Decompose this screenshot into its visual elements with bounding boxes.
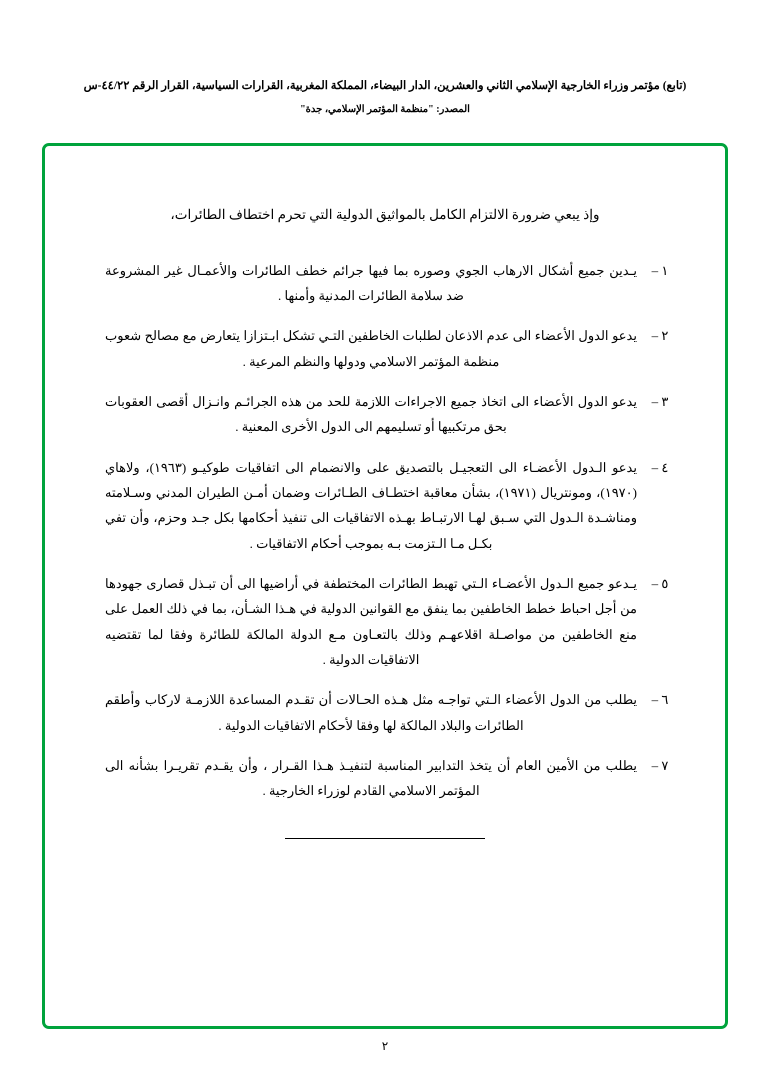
clause-number: ٧ – [651, 758, 669, 774]
clause-text: يدعو الـدول الأعضـاء الى التعجيـل بالتصديق على والانضمام الى اتفاقيات طوكيـو (١٩٦٣)، ولاهاي (١٩٧٠)، ومونتريال (١٩٧١)، بشأن معاقبة اختطـاف الطـائرات وضمان أمـن الطيران المدني وسـلامته ومناشـدة الـدول التي سـبق لهـا الارتبـاط بهـذه الاتفاقيات الى تنفيذ أحكامها بكل جـد وحزم، وأن تفي بكـل مـا الـتزمت بـه بموجب أحكام الاتفاقيات . [105, 459, 637, 551]
clause-text: يدعو الدول الأعضاء الى اتخاذ جميع الاجراءات اللازمة للحد من هذه الجرائـم وانـزال أقصى العقوبات بحق مرتكبيها أو تسليمهم الى الدول الأخرى المعنية . [105, 394, 637, 435]
clause-text: يـدين جميع أشكال الارهاب الجوي وصوره بما فيها جرائم خطف الطائرات والأعمـال غير المشروعة ضد سلامة الطائرات المدنية وأمنها . [105, 262, 637, 303]
clause-number: ١ – [651, 262, 669, 278]
page-number: ٢ [381, 1039, 389, 1053]
clause-item [87, 389, 683, 440]
clause-item [87, 753, 683, 804]
clause-text: يطلب من الدول الأعضاء الـتي تواجـه مثل هـذه الحـالات أن تقـدم المساعدة اللازمـة لاركاب وأطقم الطائرات والبلاد المالكة لها وفقا لأحكام الاتفاقيات الدولية . [105, 692, 637, 733]
clause-item [87, 687, 683, 738]
clause-text: يطلب من الأمين العام أن يتخذ التدابير المناسبة لتنفيـذ هـذا القـرار ، وأن يقـدم تقريـرا بشأنه الى المؤتمر الاسلامي القادم لوزراء الخارجية . [105, 758, 637, 799]
clause-number: ٥ – [651, 576, 669, 592]
end-of-text-divider [285, 838, 485, 839]
clause-item [87, 323, 683, 374]
clause-text: يدعو الدول الأعضاء الى عدم الاذعان لطلبات الخاطفين التـي تشكل ابـتزازا يتعارض مع مصالح شعوب منظمة المؤتمر الاسلامي ودولها والنظم المرعية . [105, 328, 637, 369]
header-source-note: المصدر: "منظمة المؤتمر الإسلامي، جدة" [300, 104, 470, 116]
preamble-paragraph: وإذ يبعي ضرورة الالتزام الكامل بالمواثيق الدولية التي تحرم اختطاف الطائرات، [170, 207, 600, 222]
clause-item [87, 571, 683, 672]
resolution-body [87, 184, 683, 1016]
clause-item [87, 258, 683, 309]
clause-number: ٦ – [651, 692, 669, 708]
clause-number: ٣ – [651, 394, 669, 410]
header-conference-reference: (تابع) مؤتمر وزراء الخارجية الإسلامي الثاني والعشرين، الدار البيضاء، المملكة المغربية، القرارات السياسية، القرار الرقم ٤٤/٢٢-س [83, 80, 687, 92]
clause-text: يـدعو جميع الـدول الأعضـاء الـتي تهبط الطائرات المختطفة في أراضيها الى أن تبـذل قصارى جهودها من أجل احباط خطط الخاطفين بما ينفق مع القوانين الدولية في هـذا الشـأن، بما في ذلك العمل على منع الخاطفين من مواصـلة اقلاعهـم وذلك بالتعـاون مـع الدولة المالكة للطائرة وفقا لما تقتضيه الاتفاقيات الدولية . [105, 576, 637, 668]
clause-number: ٤ – [651, 459, 669, 475]
clause-number: ٢ – [651, 328, 669, 344]
clause-item [87, 455, 683, 556]
green-border-frame [42, 143, 728, 1029]
document-header [58, 78, 712, 117]
